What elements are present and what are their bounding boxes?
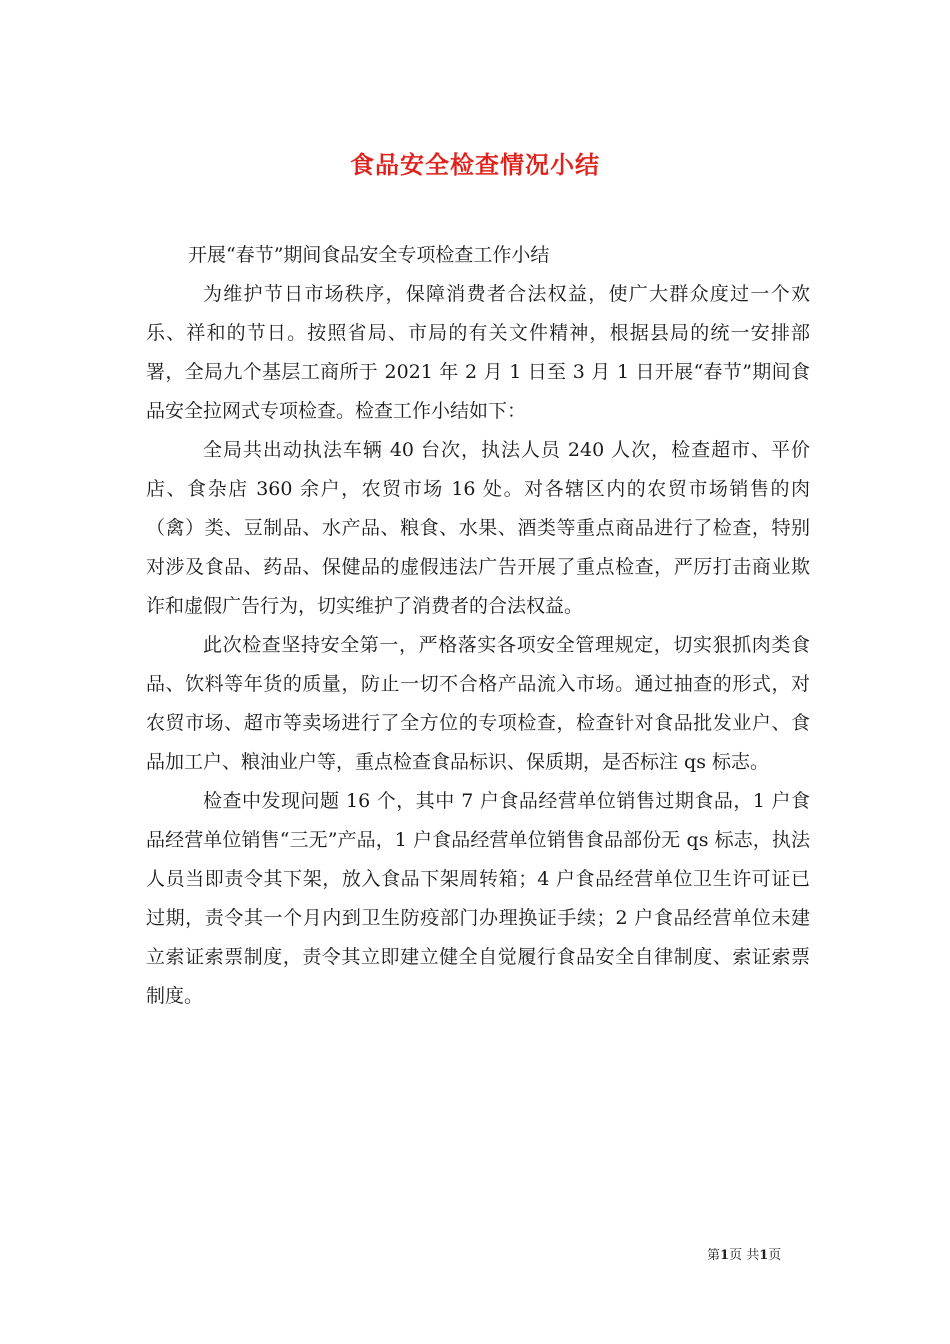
- page-number-footer: [707, 1247, 781, 1265]
- paragraph-issues-found: 检查中发现问题 16 个，其中 7 户食品经营单位销售过期食品，1 户食品经营单位销售“三无”产品，1 户食品经营单位销售食品部份无 qs 标志，执法人员当即责令其下架，放入食品下架周转箱；4 户食品经营单位卫生许可证已过期，责令其一个月内到卫生防疫部门办理换证手续；2 户食品经营单位未建立索证索票制度，责令其立即建立健全自觉履行食品安全自律制度、索证索票制度。: [146, 790, 810, 1007]
- paragraph-inspection-scope: 全局共出动执法车辆 40 台次，执法人员 240 人次，检查超市、平价店、食杂店 360 余户，农贸市场 16 处。对各辖区内的农贸市场销售的肉（禽）类、豆制品、水产品、粮食、水果、酒类等重点商品进行了检查，特别对涉及食品、药品、保健品的虚假违法广告开展了重点检查，严厉打击商业欺诈和虚假广告行为，切实维护了消费者的合法权益。: [146, 439, 810, 617]
- footer-suffix: 页: [768, 1248, 782, 1263]
- document-body: [146, 236, 810, 1016]
- document-title: 食品安全检查情况小结: [350, 150, 600, 180]
- paragraph-intro: 为维护节日市场秩序，保障消费者合法权益，使广大群众度过一个欢乐、祥和的节日。按照省局、市局的有关文件精神，根据县局的统一安排部署，全局九个基层工商所于 2021 年 2 月 1 日至 3 月 1 日开展“春节”期间食品安全拉网式专项检查。检查工作小结如下：: [146, 283, 810, 422]
- footer-middle: 页 共: [729, 1248, 760, 1263]
- footer-prefix: 第: [707, 1248, 721, 1263]
- document-subtitle: 开展“春节”期间食品安全专项检查工作小结: [188, 244, 550, 266]
- paragraph-safety-principle: 此次检查坚持安全第一，严格落实各项安全管理规定，切实狠抓肉类食品、饮料等年货的质量，防止一切不合格产品流入市场。通过抽查的形式，对农贸市场、超市等卖场进行了全方位的专项检查，检查针对食品批发业户、食品加工户、粮油业户等，重点检查食品标识、保质期，是否标注 qs 标志。: [146, 634, 810, 773]
- footer-total-pages: 1: [759, 1248, 769, 1263]
- footer-current-page: 1: [720, 1248, 730, 1263]
